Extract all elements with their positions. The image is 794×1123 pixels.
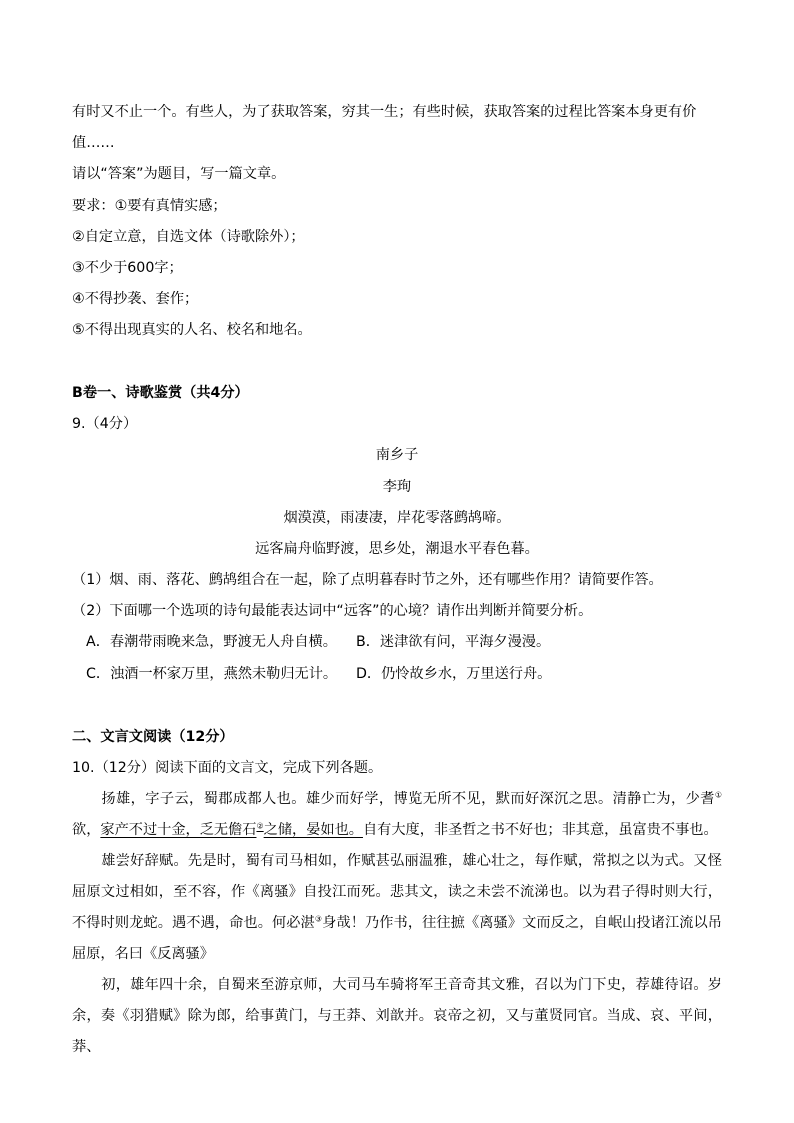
essay-requirement-5: ⑤不得出现真实的人名、校名和地名。 [72,322,312,338]
essay-requirement-4: ④不得抄袭、套作； [72,291,199,307]
para1-text-a: 扬雄，字子云，蜀郡成都人也。雄少而好学，博览无所不见，默而好深沉之思。清静亡为，少耆 [101,791,715,807]
classical-paragraph-3 [72,970,722,1063]
question-10-number: 10.（12分）阅读下面的文言文，完成下列各题。 [72,760,383,776]
question-9-number: 9.（4分） [72,416,138,432]
para3-text: 初，雄年四十余，自蜀来至游京师，大司马车骑将军王音奇其文雅，召以为门下史，荐雄待诏。岁余，奏《羽猎赋》除为郎，给事黄门，与王莽、刘歆并。哀帝之初，又与董贤同官。当成、哀、平间，莽、 [72,977,722,1055]
underlined-sentence-part-1: 家产不过十金，乏无儋石 [100,822,257,838]
option-c: C．浊酒一杯家万里，燕然未勒归无计。 [86,666,338,682]
option-d: D．仍怜故乡水，万里送行舟。 [356,666,552,682]
option-a: A．春潮带雨晚来急，野渡无人舟自横。 [86,634,337,650]
essay-prompt: 请以“答案”为题目，写一篇文章。 [72,166,286,182]
poem-verse-1: 烟漠漠，雨凄凄，岸花零落鹧鸪啼。 [283,510,511,526]
underlined-sentence-part-2: 之储，晏如也。 [263,822,363,838]
option-b: B．迷津欲有问，平海夕漫漫。 [356,634,551,650]
classical-section-title: 二、文言文阅读（12分） [72,729,234,745]
essay-requirement-3: ③不少于600字； [72,260,183,276]
question-9-sub-2: （2）下面哪一个选项的诗句最能表达词中“远客”的心境？请作出判断并简要分析。 [72,603,593,619]
footnote-marker-3: ③ [314,914,323,924]
poem-title: 南乡子 [375,447,419,463]
classical-paragraph-2 [72,846,722,970]
essay-requirement-1: 要求：①要有真情实感； [72,198,227,214]
poetry-section-title: B卷一、诗歌鉴赏（共4分） [72,385,249,401]
footnote-marker-1: ① [714,790,722,800]
question-9-sub-1: （1）烟、雨、落花、鹧鸪组合在一起，除了点明暮春时节之外，还有哪些作用？请简要作答。 [72,572,663,588]
footnote-marker-2: ② [256,821,264,831]
essay-text-line-1: 有时又不止一个。有些人，为了获取答案，穷其一生；有些时候，获取答案的过程比答案本身更有价 [72,104,697,120]
para2-text-a: 雄尝好辞赋。先是时，蜀有司马相如，作赋甚弘丽温雅，雄心壮之，每作赋，常拟之以为式。又怪屈原文过相如，至不容，作《离骚》自投江而死。悲其文，读之未尝不流涕也。以为君子得时则大行，不得时则龙蛇。遇不遇，命也。何必湛 [72,853,722,931]
para2-text-b: 身哉！乃作书，往往摭《离骚》文而反之，自岷山投诸江流以吊屈原，名曰《反离骚》 [72,915,722,962]
essay-text-line-2: 值…… [72,135,115,151]
poem-author: 李珣 [382,479,412,495]
para1-text-b: 欲， [72,822,101,838]
classical-paragraph-1 [72,784,722,846]
para1-text-d: 自有大度，非圣哲之书不好也；非其意，虽富贵不事也。 [362,822,718,838]
essay-requirement-2: ②自定立意，自选文体（诗歌除外）； [72,229,305,245]
poem-verse-2: 远客扁舟临野渡，思乡处，潮退水平春色暮。 [255,541,539,557]
